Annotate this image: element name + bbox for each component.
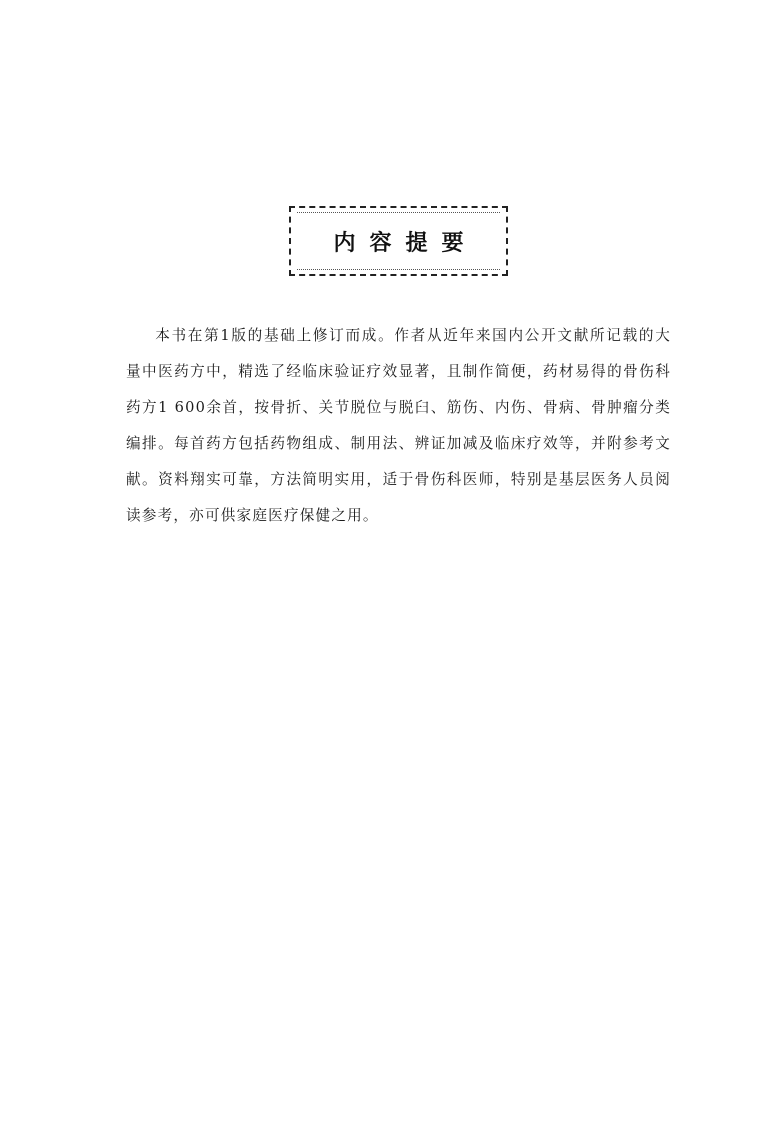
summary-section <box>126 318 671 534</box>
frame-border-top <box>297 212 500 213</box>
title-frame <box>289 206 508 276</box>
frame-border-bottom <box>297 269 500 270</box>
summary-paragraph: 本书在第1版的基础上修订而成。作者从近年来国内公开文献所记载的大量中医药方中，精选了经临床验证疗效显著，且制作简便，药材易得的骨伤科药方1 600余首，按骨折、关节脱位与脱臼、筋伤、内伤、骨病、骨肿瘤分类编排。每首药方包括药物组成、制用法、辨证加减及临床疗效等，并附参考文献。资料翔实可靠，方法简明实用，适于骨伤科医师，特别是基层医务人员阅读参考，亦可供家庭医疗保健之用。 <box>126 327 671 524</box>
page-title: 内容提要 <box>333 230 478 256</box>
